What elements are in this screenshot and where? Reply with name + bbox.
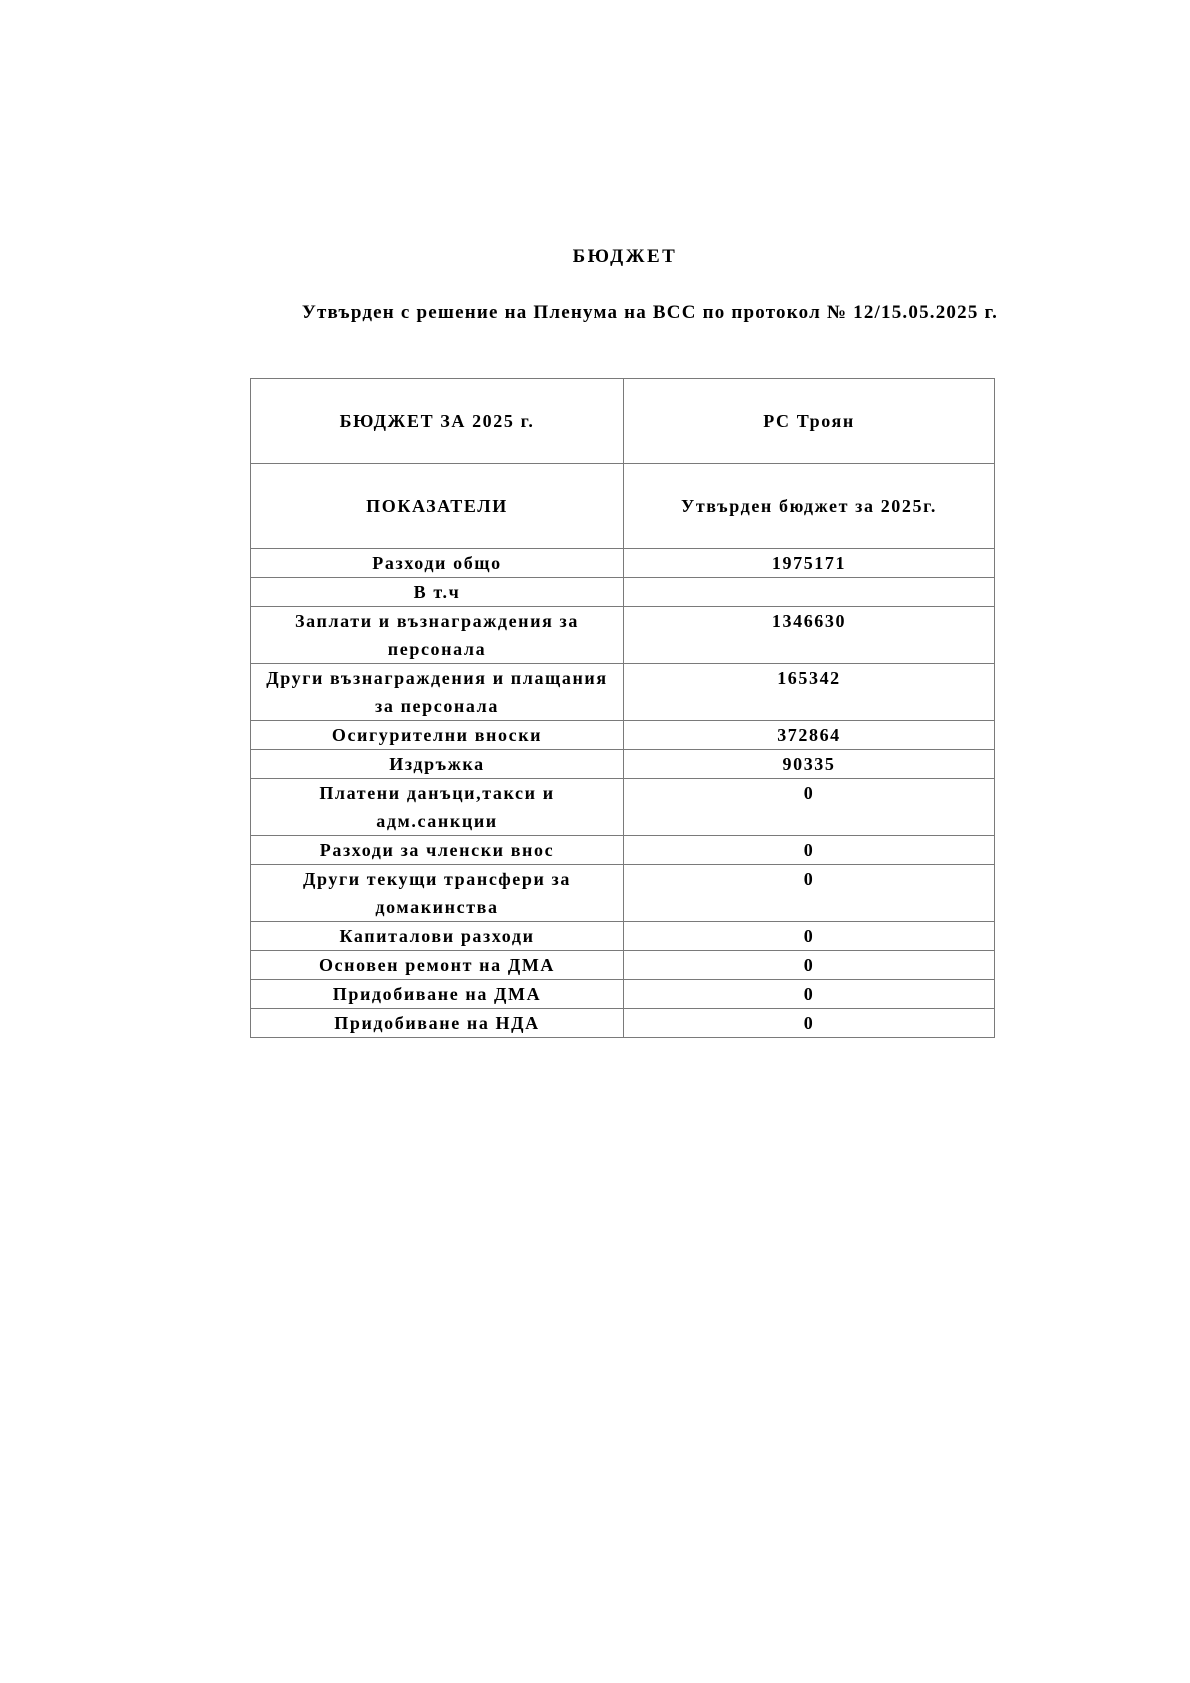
table-row (251, 836, 995, 865)
row-label: Придобиване на НДА (251, 1009, 624, 1038)
row-value: 1346630 (624, 607, 995, 664)
row-value: 0 (624, 980, 995, 1009)
row-value: 165342 (624, 664, 995, 721)
row-value: 0 (624, 779, 995, 836)
table-row (251, 1009, 995, 1038)
row-label: В т.ч (251, 578, 624, 607)
row-value: 0 (624, 1009, 995, 1038)
document-subtitle: Утвърден с решение на Пленума на ВСС по протокол № 12/15.05.2025 г. (301, 302, 999, 323)
table-row (251, 750, 995, 779)
table-row (251, 980, 995, 1009)
header-budget-year: БЮДЖЕТ ЗА 2025 г. (251, 379, 624, 464)
row-label: Разходи за членски внос (251, 836, 624, 865)
table-row (251, 549, 995, 578)
row-label: Други възнаграждения и плащания за персонала (251, 664, 624, 721)
row-value: 0 (624, 836, 995, 865)
row-label: Заплати и възнаграждения за персонала (251, 607, 624, 664)
table-row (251, 607, 995, 664)
row-value: 0 (624, 922, 995, 951)
table-header-row (251, 379, 995, 464)
row-label: Придобиване на ДМА (251, 980, 624, 1009)
header-approved-budget: Утвърден бюджет за 2025г. (624, 464, 995, 549)
table-row (251, 922, 995, 951)
row-label: Други текущи трансфери за домакинства (251, 865, 624, 922)
row-label: Капиталови разходи (251, 922, 624, 951)
row-label: Разходи общо (251, 549, 624, 578)
row-value: 90335 (624, 750, 995, 779)
table-row (251, 951, 995, 980)
row-label: Платени данъци,такси и адм.санкции (251, 779, 624, 836)
table-row (251, 721, 995, 750)
row-label: Основен ремонт на ДМА (251, 951, 624, 980)
header-court-name: РС Троян (624, 379, 995, 464)
table-header-row (251, 464, 995, 549)
table-row (251, 664, 995, 721)
document-title: БЮДЖЕТ (572, 246, 678, 267)
row-label: Осигурителни вноски (251, 721, 624, 750)
header-indicators: ПОКАЗАТЕЛИ (251, 464, 624, 549)
table-row (251, 865, 995, 922)
budget-table (250, 378, 995, 1038)
table-row (251, 779, 995, 836)
row-value: 0 (624, 951, 995, 980)
table-row (251, 578, 995, 607)
row-value: 1975171 (624, 549, 995, 578)
row-value: 372864 (624, 721, 995, 750)
row-label: Издръжка (251, 750, 624, 779)
row-value (624, 578, 995, 607)
row-value: 0 (624, 865, 995, 922)
